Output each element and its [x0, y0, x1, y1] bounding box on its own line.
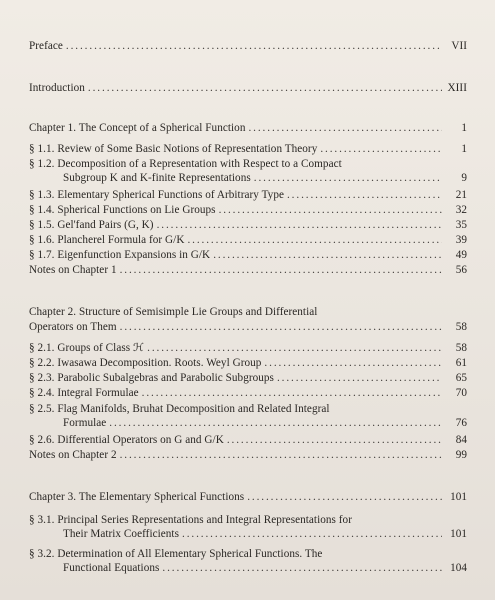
toc-entry-section-1-3[interactable] [29, 189, 467, 203]
entry-title: Introduction [29, 82, 85, 94]
page-number: 61 [455, 357, 467, 369]
dot-leader [88, 82, 442, 96]
dot-leader [120, 264, 442, 278]
toc-entry-section-1-4[interactable] [29, 204, 467, 218]
entry-title-continued: Subgroup K and K-finite Representations [63, 171, 251, 184]
page-number: 35 [455, 219, 467, 231]
page-number: 1 [461, 122, 467, 134]
toc-entry-section-1-7[interactable] [29, 249, 467, 263]
toc-entry-notes-chapter-2[interactable] [29, 449, 467, 463]
entry-title: Chapter 1. The Concept of a Spherical Function [29, 122, 246, 134]
entry-title: § 1.5. Gel'fand Pairs (G, K) [29, 219, 154, 231]
dot-leader [147, 342, 442, 356]
entry-title: § 2.6. Differential Operators on G and G/K [29, 434, 224, 446]
page-number: 84 [455, 434, 467, 446]
dot-leader [219, 204, 442, 218]
dot-leader [264, 357, 442, 371]
toc-entry-section-1-6[interactable] [29, 234, 467, 248]
entry-title: § 2.5. Flag Manifolds, Bruhat Decomposition and Related Integral [29, 403, 330, 415]
toc-entry-chapter-1[interactable] [29, 122, 467, 136]
toc-entry-notes-chapter-1[interactable] [29, 264, 467, 278]
entry-title: Chapter 3. The Elementary Spherical Functions [29, 491, 245, 503]
entry-title-continued: Formulae [63, 416, 107, 429]
page-number: 104 [450, 561, 467, 574]
entry-title-continued: Functional Equations [63, 561, 160, 574]
entry-title: § 1.3. Elementary Spherical Functions of Arbitrary Type [29, 189, 284, 201]
toc-entry-section-3-1[interactable] [29, 514, 467, 541]
toc-entry-section-1-5[interactable] [29, 219, 467, 233]
page-number: 70 [455, 387, 467, 399]
page-number: 101 [450, 527, 467, 540]
entry-title: § 3.2. Determination of All Elementary Spherical Functions. The [29, 548, 323, 560]
page-number: 58 [455, 320, 467, 333]
entry-title: § 1.2. Decomposition of a Representation with Respect to a Compact [29, 158, 342, 170]
dot-leader [120, 321, 442, 335]
toc-entry-section-1-1[interactable] [29, 143, 467, 157]
page-number: 76 [455, 416, 467, 429]
entry-title: Notes on Chapter 1 [29, 264, 117, 276]
toc-entry-introduction[interactable] [29, 82, 467, 96]
dot-leader [277, 372, 442, 386]
page-number: 49 [455, 249, 467, 261]
entry-title: § 1.6. Plancherel Formula for G/K [29, 234, 185, 246]
entry-title: § 3.1. Principal Series Representations and Integral Representations for [29, 514, 352, 526]
toc-entry-section-2-3[interactable] [29, 372, 467, 386]
dot-leader [66, 40, 442, 54]
toc-entry-chapter-2[interactable] [29, 306, 467, 334]
dot-leader [227, 434, 442, 448]
page-number: 56 [455, 264, 467, 276]
page-number: 21 [455, 189, 467, 201]
dot-leader [157, 219, 442, 233]
dot-leader [213, 249, 442, 263]
toc-entry-section-2-5[interactable] [29, 403, 467, 430]
entry-title: § 1.1. Review of Some Basic Notions of Representation Theory [29, 143, 318, 155]
dot-leader [254, 172, 442, 186]
toc-entry-section-2-4[interactable] [29, 387, 467, 401]
page-number: XIII [447, 82, 467, 94]
dot-leader [320, 143, 442, 157]
page-number: 9 [461, 171, 467, 184]
entry-title: § 2.4. Integral Formulae [29, 387, 139, 399]
page-number: 99 [455, 449, 467, 461]
toc-entry-section-2-1[interactable] [29, 342, 467, 356]
toc-entry-section-2-6[interactable] [29, 434, 467, 448]
page-number: VII [451, 40, 467, 52]
toc-entry-chapter-3[interactable] [29, 491, 467, 505]
dot-leader [248, 122, 442, 136]
dot-leader [287, 189, 442, 203]
entry-title: Notes on Chapter 2 [29, 449, 117, 461]
dot-leader [120, 449, 442, 463]
entry-title-continued: Their Matrix Coefficients [63, 527, 179, 540]
toc-entry-section-2-2[interactable] [29, 357, 467, 371]
dot-leader [109, 417, 442, 431]
entry-title: Chapter 2. Structure of Semisimple Lie Groups and Differential [29, 306, 318, 318]
dot-leader [182, 528, 442, 542]
entry-title: § 1.7. Eigenfunction Expansions in G/K [29, 249, 211, 261]
page-number: 58 [455, 342, 467, 354]
page-number: 101 [450, 491, 467, 503]
dot-leader [187, 234, 442, 248]
toc-entry-section-1-2[interactable] [29, 158, 467, 185]
page-number: 65 [455, 372, 467, 384]
toc-entry-preface[interactable] [29, 40, 467, 54]
entry-title: § 1.4. Spherical Functions on Lie Groups [29, 204, 216, 216]
entry-title: § 2.2. Iwasawa Decomposition. Roots. Weyl Group [29, 357, 262, 369]
toc-entry-section-3-2[interactable] [29, 548, 467, 575]
entry-title: § 2.1. Groups of Class ℋ [29, 342, 145, 354]
page-number: 32 [455, 204, 467, 216]
dot-leader [162, 562, 442, 576]
entry-title-continued: Operators on Them [29, 320, 117, 333]
page-number: 39 [455, 234, 467, 246]
dot-leader [247, 491, 442, 505]
entry-title: Preface [29, 40, 63, 52]
entry-title: § 2.3. Parabolic Subalgebras and Parabolic Subgroups [29, 372, 274, 384]
dot-leader [142, 387, 442, 401]
page-number: 1 [461, 143, 467, 155]
